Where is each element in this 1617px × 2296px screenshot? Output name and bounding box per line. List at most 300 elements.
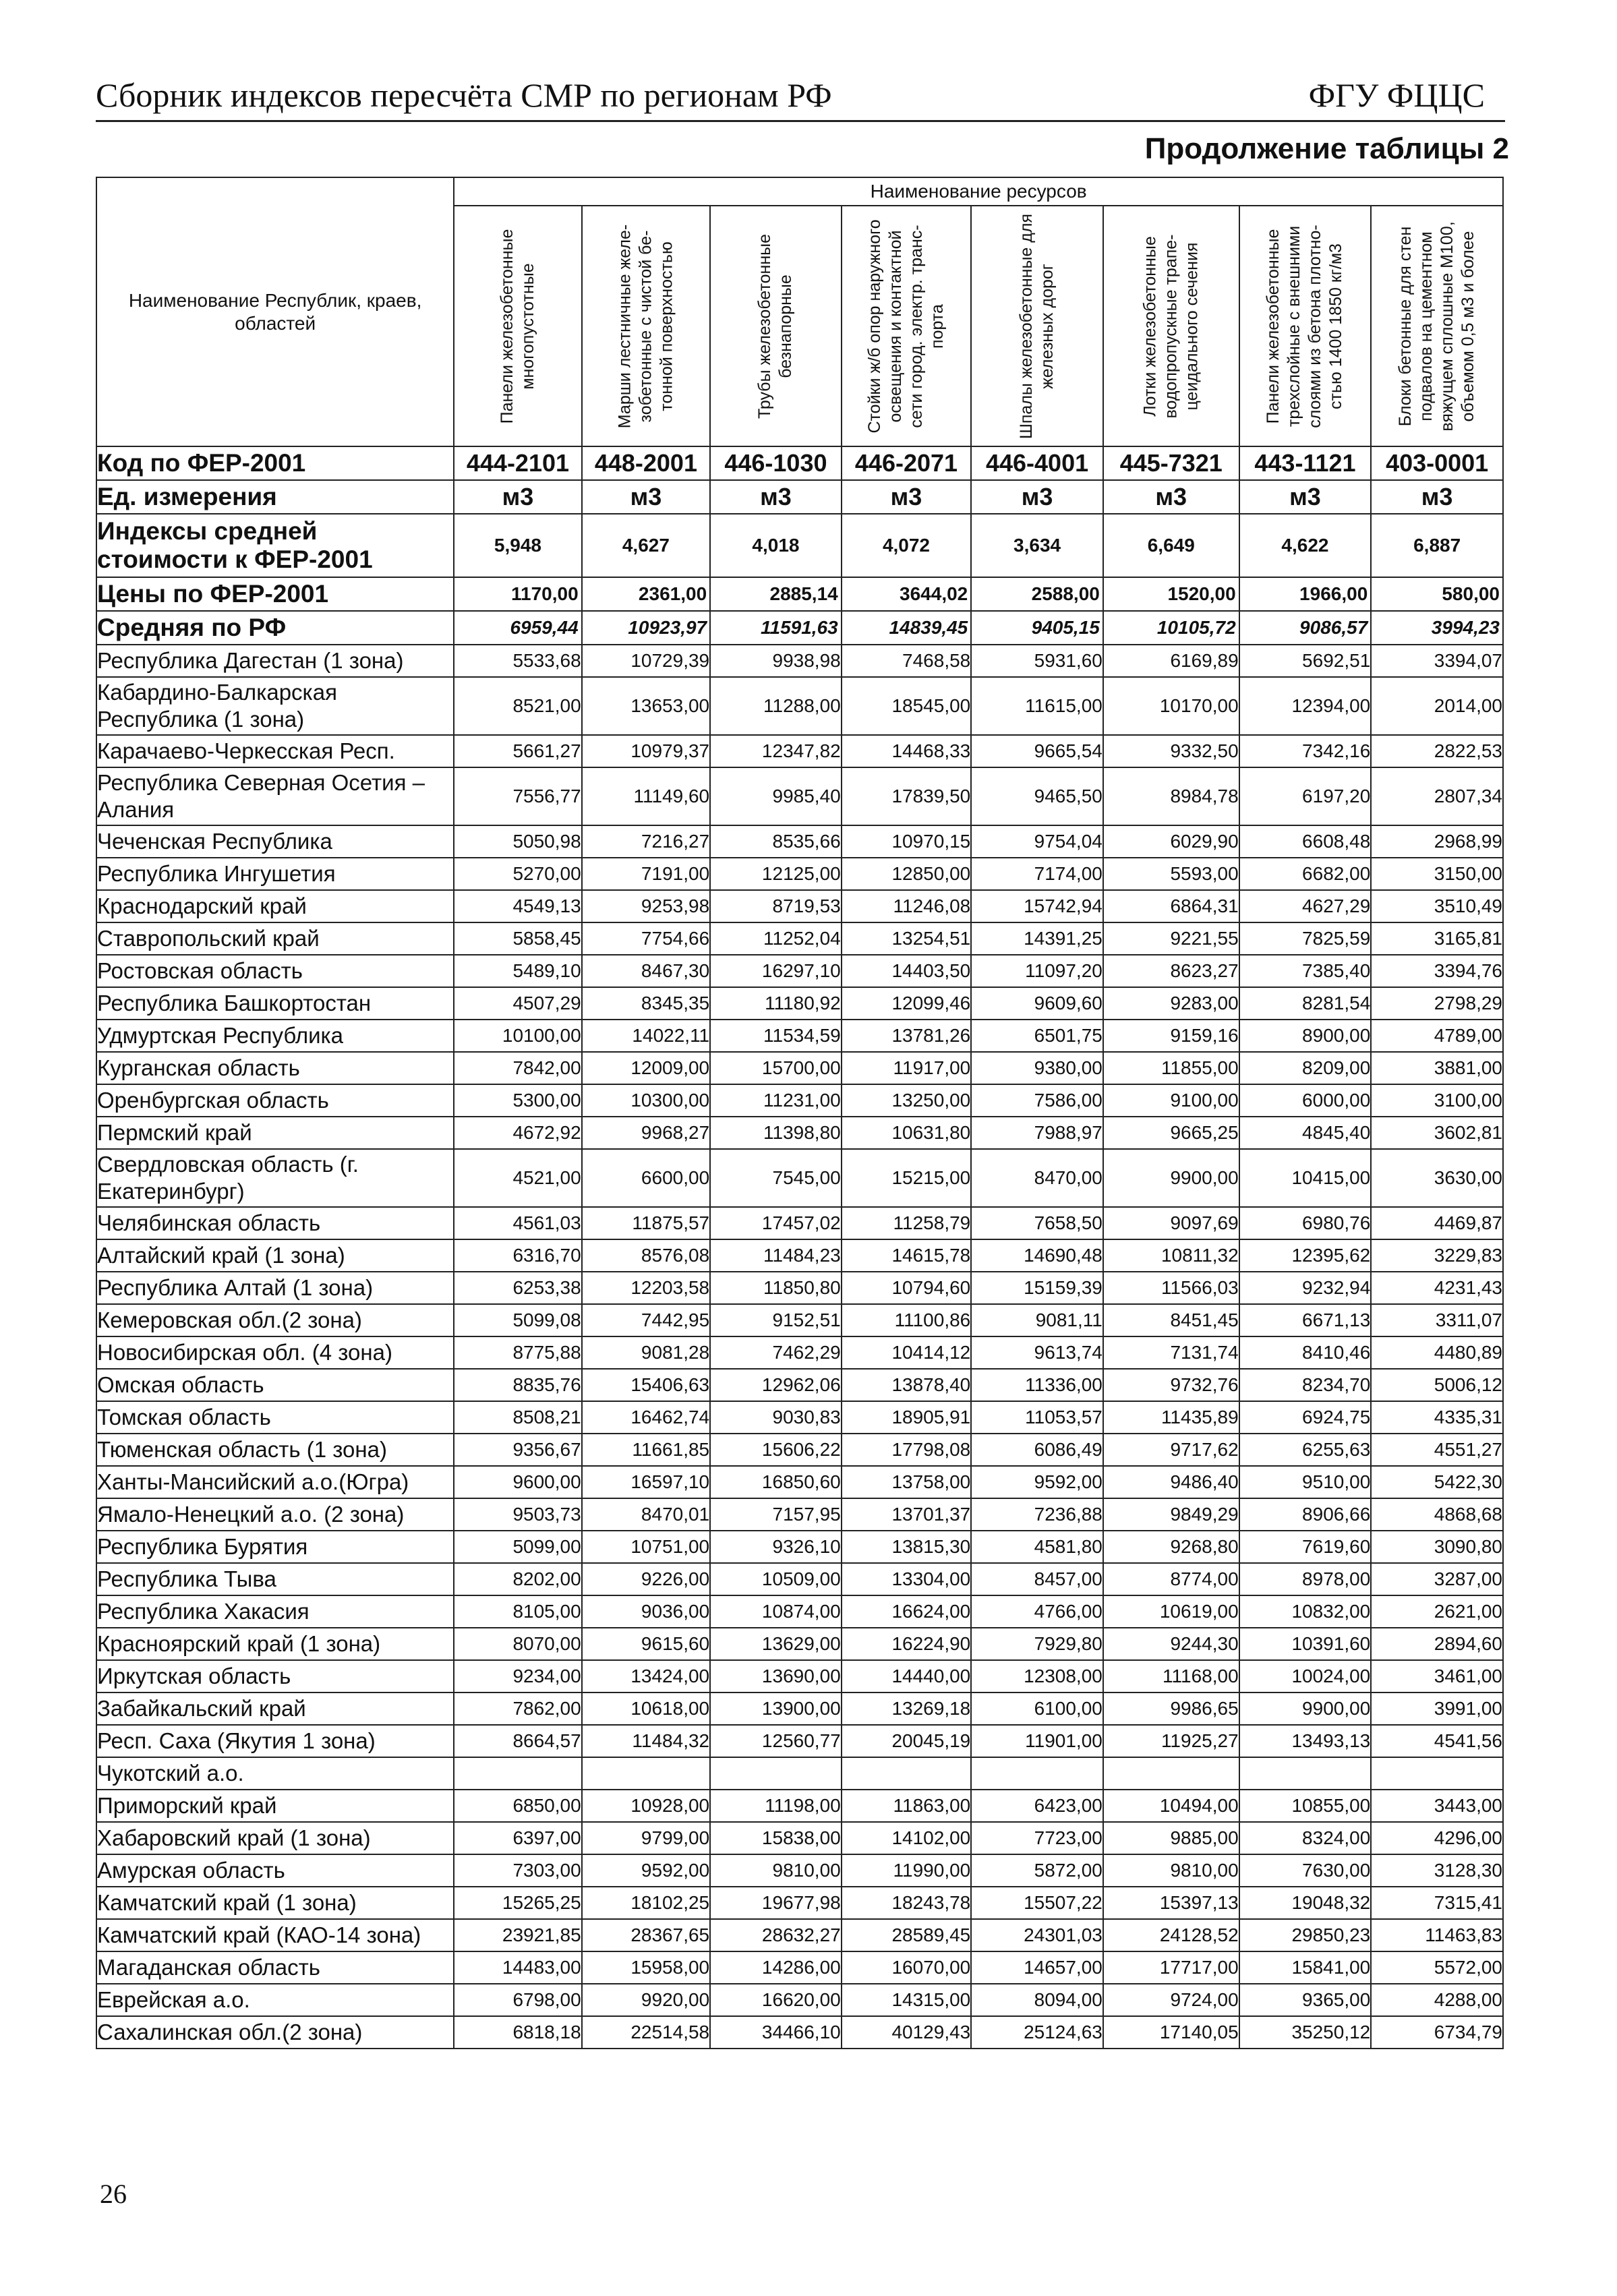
table-row: [96, 1660, 1503, 1692]
region-name: Омская область: [96, 1369, 454, 1401]
price-cell: 3100,00: [1371, 1084, 1503, 1117]
price-cell: 6850,00: [454, 1790, 581, 1822]
price-cell: 8978,00: [1239, 1563, 1372, 1595]
russia-average-row: [96, 611, 1503, 645]
price-cell: 14315,00: [842, 1984, 972, 2016]
price-cell: 9732,76: [1103, 1369, 1239, 1401]
price-cell: 5661,27: [454, 735, 581, 767]
price-cell: 9665,25: [1103, 1117, 1239, 1149]
price-cell: 10619,00: [1103, 1595, 1239, 1628]
price-cell: 35250,12: [1239, 2016, 1372, 2049]
price-cell: 12962,06: [710, 1369, 842, 1401]
meta-value: 3,634: [971, 514, 1103, 577]
region-name: Пермский край: [96, 1117, 454, 1149]
price-cell: 13269,18: [842, 1692, 972, 1725]
meta-value: м3: [1103, 480, 1239, 514]
price-cell: 13424,00: [582, 1660, 710, 1692]
price-cell: 4789,00: [1371, 1020, 1503, 1052]
price-cell: 8105,00: [454, 1595, 581, 1628]
price-cell: 14657,00: [971, 1951, 1103, 1984]
table-row: [96, 735, 1503, 767]
region-name: Ханты-Мансийский а.о.(Югра): [96, 1466, 454, 1498]
price-cell: 9380,00: [971, 1052, 1103, 1084]
price-cell: 9609,60: [971, 987, 1103, 1020]
price-cell: 9486,40: [1103, 1466, 1239, 1498]
price-cell: 6734,79: [1371, 2016, 1503, 2049]
price-cell: 12850,00: [842, 858, 972, 890]
meta-value: 1966,00: [1239, 577, 1372, 611]
price-cell: 8984,78: [1103, 767, 1239, 825]
price-cell: 40129,43: [842, 2016, 972, 2049]
price-cell: 4561,03: [454, 1207, 581, 1239]
meta-value: 1170,00: [454, 577, 581, 611]
price-cell: 9221,55: [1103, 922, 1239, 955]
price-cell: 14440,00: [842, 1660, 972, 1692]
price-cell: 6501,75: [971, 1020, 1103, 1052]
price-cell: 5422,30: [1371, 1466, 1503, 1498]
table-row: [96, 825, 1503, 858]
price-cell: 6086,49: [971, 1434, 1103, 1466]
region-name: Республика Хакасия: [96, 1595, 454, 1628]
table-row: [96, 1822, 1503, 1854]
price-cell: 8457,00: [971, 1563, 1103, 1595]
meta-value: 6,887: [1371, 514, 1503, 577]
table-row: [96, 1117, 1503, 1149]
price-cell: 11534,59: [710, 1020, 842, 1052]
meta-value: 14839,45: [842, 611, 972, 645]
price-cell: 11246,08: [842, 890, 972, 922]
region-name: Забайкальский край: [96, 1692, 454, 1725]
price-cell: 10100,00: [454, 1020, 581, 1052]
price-cell: 11615,00: [971, 677, 1103, 735]
price-cell: 11463,83: [1371, 1919, 1503, 1951]
meta-value: 446-4001: [971, 446, 1103, 480]
price-cell: 14690,48: [971, 1239, 1103, 1272]
price-cell: 12347,82: [710, 735, 842, 767]
resource-name: Стойки ж/б опор наружного освещения и контактной сети город. электр. транс-порта: [864, 218, 947, 434]
price-cell: 4581,80: [971, 1531, 1103, 1563]
price-cell: 24301,03: [971, 1919, 1103, 1951]
price-cell: 13254,51: [842, 922, 972, 955]
table-row: [96, 1887, 1503, 1919]
price-cell: 16850,60: [710, 1466, 842, 1498]
price-cell: 9810,00: [710, 1854, 842, 1887]
price-cell: 12560,77: [710, 1725, 842, 1757]
price-cell: 7556,77: [454, 767, 581, 825]
price-cell: 13900,00: [710, 1692, 842, 1725]
resource-column-header: [710, 206, 842, 446]
price-cell: 7236,88: [971, 1498, 1103, 1531]
price-cell: 4480,89: [1371, 1336, 1503, 1369]
fer-price-row: [96, 577, 1503, 611]
price-cell: 9365,00: [1239, 1984, 1372, 2016]
price-cell: 10729,39: [582, 645, 710, 677]
price-cell: 15507,22: [971, 1887, 1103, 1919]
price-cell: 10024,00: [1239, 1660, 1372, 1692]
page-header: [96, 73, 1505, 122]
price-cell: 6316,70: [454, 1239, 581, 1272]
row-label: Индексы средней стоимости к ФЕР-2001: [96, 514, 454, 577]
table-row: [96, 987, 1503, 1020]
meta-value: м3: [1239, 480, 1372, 514]
price-cell: 11258,79: [842, 1207, 972, 1239]
price-cell: 2968,99: [1371, 825, 1503, 858]
region-name: Свердловская область (г. Екатеринбург): [96, 1149, 454, 1207]
table-row: [96, 1084, 1503, 1117]
price-cell: 15397,13: [1103, 1887, 1239, 1919]
price-cell: 9030,83: [710, 1401, 842, 1434]
price-cell: 11435,89: [1103, 1401, 1239, 1434]
table-row: [96, 1984, 1503, 2016]
price-cell: 5099,00: [454, 1531, 581, 1563]
price-cell: 18102,25: [582, 1887, 710, 1919]
price-cell: 3443,00: [1371, 1790, 1503, 1822]
price-cell: 14403,50: [842, 955, 972, 987]
price-cell: 8070,00: [454, 1628, 581, 1660]
table-row: [96, 677, 1503, 735]
price-cell: 16070,00: [842, 1951, 972, 1984]
region-name: Республика Башкортостан: [96, 987, 454, 1020]
price-cell: 8094,00: [971, 1984, 1103, 2016]
price-cell: 11180,92: [710, 987, 842, 1020]
price-cell: 3394,76: [1371, 955, 1503, 987]
meta-value: 448-2001: [582, 446, 710, 480]
region-name: Томская область: [96, 1401, 454, 1434]
price-cell: 9326,10: [710, 1531, 842, 1563]
price-cell: 3394,07: [1371, 645, 1503, 677]
price-cell: 9724,00: [1103, 1984, 1239, 2016]
region-name: Ростовская область: [96, 955, 454, 987]
price-cell: 12125,00: [710, 858, 842, 890]
price-cell: 15265,25: [454, 1887, 581, 1919]
price-cell: 15958,00: [582, 1951, 710, 1984]
price-cell: 7825,59: [1239, 922, 1372, 955]
region-name: Республика Дагестан (1 зона): [96, 645, 454, 677]
price-cell: 9799,00: [582, 1822, 710, 1854]
price-cell: 9920,00: [582, 1984, 710, 2016]
meta-value: 2361,00: [582, 577, 710, 611]
price-cell: 6397,00: [454, 1822, 581, 1854]
price-cell: 9253,98: [582, 890, 710, 922]
price-cell: 15406,63: [582, 1369, 710, 1401]
price-cell: 2798,29: [1371, 987, 1503, 1020]
price-cell: [710, 1757, 842, 1790]
price-cell: 8234,70: [1239, 1369, 1372, 1401]
price-cell: 8467,30: [582, 955, 710, 987]
price-cell: 7315,41: [1371, 1887, 1503, 1919]
price-cell: 25124,63: [971, 2016, 1103, 2049]
row-label: Средняя по РФ: [96, 611, 454, 645]
meta-value: м3: [971, 480, 1103, 514]
region-name: Республика Бурятия: [96, 1531, 454, 1563]
price-cell: 9081,11: [971, 1304, 1103, 1336]
price-cell: 4766,00: [971, 1595, 1103, 1628]
price-cell: 12099,46: [842, 987, 972, 1020]
resource-name: Лотки железобетонные водопропускные трапе-цеидального сечения: [1140, 233, 1202, 419]
price-cell: 8835,76: [454, 1369, 581, 1401]
resource-column-header: [1371, 206, 1503, 446]
price-cell: 10509,00: [710, 1563, 842, 1595]
price-cell: 6818,18: [454, 2016, 581, 2049]
price-cell: [454, 1757, 581, 1790]
price-cell: 13878,40: [842, 1369, 972, 1401]
price-cell: 15606,22: [710, 1434, 842, 1466]
price-cell: 29850,23: [1239, 1919, 1372, 1951]
resource-name: Панели железобетонные трехслойные с внешними слоями из бетона плотно-стью 1400 1850 кг/м3: [1264, 224, 1346, 428]
price-cell: 4551,27: [1371, 1434, 1503, 1466]
price-cell: 7462,29: [710, 1336, 842, 1369]
table-row: [96, 2016, 1503, 2049]
region-name: Магаданская область: [96, 1951, 454, 1984]
table-row: [96, 955, 1503, 987]
table-row: [96, 1466, 1503, 1498]
price-cell: 15838,00: [710, 1822, 842, 1854]
price-cell: 7586,00: [971, 1084, 1103, 1117]
price-cell: 11097,20: [971, 955, 1103, 987]
row-label: Цены по ФЕР-2001: [96, 577, 454, 611]
price-cell: 9968,27: [582, 1117, 710, 1149]
price-cell: 9465,50: [971, 767, 1103, 825]
meta-value: 403-0001: [1371, 446, 1503, 480]
meta-value: 10105,72: [1103, 611, 1239, 645]
region-name: Челябинская область: [96, 1207, 454, 1239]
price-cell: 4469,87: [1371, 1207, 1503, 1239]
region-name: Карачаево-Черкесская Респ.: [96, 735, 454, 767]
price-cell: [1371, 1757, 1503, 1790]
meta-value: 4,072: [842, 514, 972, 577]
resource-column-header: [454, 206, 581, 446]
price-cell: 9097,69: [1103, 1207, 1239, 1239]
price-cell: 7342,16: [1239, 735, 1372, 767]
meta-value: 9405,15: [971, 611, 1103, 645]
price-cell: 15841,00: [1239, 1951, 1372, 1984]
price-cell: 5572,00: [1371, 1951, 1503, 1984]
price-cell: 6100,00: [971, 1692, 1103, 1725]
price-cell: 14022,11: [582, 1020, 710, 1052]
table-row: [96, 858, 1503, 890]
price-cell: 3602,81: [1371, 1117, 1503, 1149]
price-cell: 22514,58: [582, 2016, 710, 2049]
meta-value: 1520,00: [1103, 577, 1239, 611]
price-cell: 14615,78: [842, 1239, 972, 1272]
price-cell: 8324,00: [1239, 1822, 1372, 1854]
price-cell: 17717,00: [1103, 1951, 1239, 1984]
price-cell: 10170,00: [1103, 677, 1239, 735]
table-row: [96, 1757, 1503, 1790]
price-cell: 7754,66: [582, 922, 710, 955]
price-cell: 10415,00: [1239, 1149, 1372, 1207]
price-cell: 13781,26: [842, 1020, 972, 1052]
price-cell: 11053,57: [971, 1401, 1103, 1434]
price-cell: 3311,07: [1371, 1304, 1503, 1336]
table-row: [96, 1951, 1503, 1984]
region-name: Кабардино-Балкарская Республика (1 зона): [96, 677, 454, 735]
price-cell: 11850,80: [710, 1272, 842, 1304]
resource-column-header: [971, 206, 1103, 446]
table-row: [96, 1369, 1503, 1401]
price-cell: 9036,00: [582, 1595, 710, 1628]
price-cell: 4521,00: [454, 1149, 581, 1207]
price-cell: 13653,00: [582, 677, 710, 735]
price-cell: 9985,40: [710, 767, 842, 825]
region-name: Еврейская а.о.: [96, 1984, 454, 2016]
price-cell: 4627,29: [1239, 890, 1372, 922]
price-cell: 13758,00: [842, 1466, 972, 1498]
price-cell: 17140,05: [1103, 2016, 1239, 2049]
region-name: Красноярский край (1 зона): [96, 1628, 454, 1660]
price-cell: 10494,00: [1103, 1790, 1239, 1822]
price-cell: 7385,40: [1239, 955, 1372, 987]
price-cell: 10970,15: [842, 825, 972, 858]
meta-value: 444-2101: [454, 446, 581, 480]
price-cell: 9159,16: [1103, 1020, 1239, 1052]
resource-name: Панели железобетонные многопустотные: [497, 229, 537, 423]
price-cell: 2894,60: [1371, 1628, 1503, 1660]
table-row: [96, 1531, 1503, 1563]
price-cell: 4868,68: [1371, 1498, 1503, 1531]
table-row: [96, 1692, 1503, 1725]
region-name: Чеченская Республика: [96, 825, 454, 858]
table-row: [96, 1272, 1503, 1304]
price-cell: 13493,13: [1239, 1725, 1372, 1757]
price-cell: 10618,00: [582, 1692, 710, 1725]
price-cell: 14468,33: [842, 735, 972, 767]
region-name: Ямало-Ненецкий а.о. (2 зона): [96, 1498, 454, 1531]
price-cell: 18545,00: [842, 677, 972, 735]
price-cell: 9600,00: [454, 1466, 581, 1498]
price-cell: 7131,74: [1103, 1336, 1239, 1369]
price-cell: 8470,00: [971, 1149, 1103, 1207]
resource-name: Шпалы железобетонные для железных дорог: [1017, 213, 1057, 439]
price-cell: 19048,32: [1239, 1887, 1372, 1919]
table-row: [96, 645, 1503, 677]
region-name: Камчатский край (1 зона): [96, 1887, 454, 1919]
price-cell: 11863,00: [842, 1790, 972, 1822]
resource-name: Марши лестничные желе-зобетонные с чистой бе-тонной поверхностью: [615, 224, 676, 428]
price-cell: [582, 1757, 710, 1790]
price-cell: 9268,80: [1103, 1531, 1239, 1563]
meta-value: 3644,02: [842, 577, 972, 611]
meta-value: 580,00: [1371, 577, 1503, 611]
price-cell: 11198,00: [710, 1790, 842, 1822]
region-name: Чукотский а.о.: [96, 1757, 454, 1790]
price-cell: 9510,00: [1239, 1466, 1372, 1498]
table-row: [96, 1595, 1503, 1628]
resource-column-header: [842, 206, 972, 446]
price-cell: 28589,45: [842, 1919, 972, 1951]
meta-value: 9086,57: [1239, 611, 1372, 645]
price-cell: 4507,29: [454, 987, 581, 1020]
price-cell: 6423,00: [971, 1790, 1103, 1822]
price-cell: 16462,74: [582, 1401, 710, 1434]
organization-name: ФГУ ФЦЦС: [1308, 76, 1485, 114]
table-row: [96, 1149, 1503, 1207]
price-cell: 16624,00: [842, 1595, 972, 1628]
price-cell: 7862,00: [454, 1692, 581, 1725]
meta-value: 443-1121: [1239, 446, 1372, 480]
row-label: Код по ФЕР-2001: [96, 446, 454, 480]
region-name: Республика Северная Осетия – Алания: [96, 767, 454, 825]
price-cell: 14391,25: [971, 922, 1103, 955]
price-cell: 6169,89: [1103, 645, 1239, 677]
price-cell: 5099,08: [454, 1304, 581, 1336]
price-cell: 6600,00: [582, 1149, 710, 1207]
price-cell: 7174,00: [971, 858, 1103, 890]
meta-value: 445-7321: [1103, 446, 1239, 480]
price-cell: 10631,80: [842, 1117, 972, 1149]
price-cell: 5872,00: [971, 1854, 1103, 1887]
price-cell: 14102,00: [842, 1822, 972, 1854]
region-name: Респ. Саха (Якутия 1 зона): [96, 1725, 454, 1757]
price-cell: 2014,00: [1371, 677, 1503, 735]
price-cell: [1239, 1757, 1372, 1790]
meta-value: 5,948: [454, 514, 581, 577]
table-row: [96, 1239, 1503, 1272]
price-cell: 15215,00: [842, 1149, 972, 1207]
price-cell: 13304,00: [842, 1563, 972, 1595]
table-row: [96, 1207, 1503, 1239]
price-cell: 12009,00: [582, 1052, 710, 1084]
price-cell: 9234,00: [454, 1660, 581, 1692]
price-cell: 2822,53: [1371, 735, 1503, 767]
price-cell: 9232,94: [1239, 1272, 1372, 1304]
meta-value: 6,649: [1103, 514, 1239, 577]
price-cell: 8623,27: [1103, 955, 1239, 987]
region-name: Краснодарский край: [96, 890, 454, 922]
price-cell: 8774,00: [1103, 1563, 1239, 1595]
table-row: [96, 1401, 1503, 1434]
price-cell: 7929,80: [971, 1628, 1103, 1660]
region-name: Республика Ингушетия: [96, 858, 454, 890]
price-cell: 11149,60: [582, 767, 710, 825]
price-cell: 10874,00: [710, 1595, 842, 1628]
price-cell: 3128,30: [1371, 1854, 1503, 1887]
price-cell: 9100,00: [1103, 1084, 1239, 1117]
price-cell: 9849,29: [1103, 1498, 1239, 1531]
price-cell: 8209,00: [1239, 1052, 1372, 1084]
price-cell: 9885,00: [1103, 1822, 1239, 1854]
price-cell: 28367,65: [582, 1919, 710, 1951]
price-cell: 8576,08: [582, 1239, 710, 1272]
price-cell: 9810,00: [1103, 1854, 1239, 1887]
price-cell: 4231,43: [1371, 1272, 1503, 1304]
price-cell: 10928,00: [582, 1790, 710, 1822]
price-cell: 7988,97: [971, 1117, 1103, 1149]
price-cell: 9665,54: [971, 735, 1103, 767]
resources-group-header: Наименование ресурсов: [454, 177, 1503, 206]
price-cell: 6682,00: [1239, 858, 1372, 890]
table-row: [96, 1336, 1503, 1369]
table-row: [96, 1628, 1503, 1660]
price-cell: 8521,00: [454, 677, 581, 735]
price-cell: 11925,27: [1103, 1725, 1239, 1757]
table-row: [96, 1498, 1503, 1531]
price-cell: 13690,00: [710, 1660, 842, 1692]
price-cell: 5692,51: [1239, 645, 1372, 677]
price-cell: 6980,76: [1239, 1207, 1372, 1239]
price-cell: 11231,00: [710, 1084, 842, 1117]
price-cell: 8345,35: [582, 987, 710, 1020]
table-header: [96, 177, 1503, 446]
price-cell: 5489,10: [454, 955, 581, 987]
price-cell: 6000,00: [1239, 1084, 1372, 1117]
meta-value: 4,622: [1239, 514, 1372, 577]
price-cell: 4335,31: [1371, 1401, 1503, 1434]
price-cell: 4549,13: [454, 890, 581, 922]
price-cell: 8508,21: [454, 1401, 581, 1434]
price-cell: 11855,00: [1103, 1052, 1239, 1084]
region-name: Тюменская область (1 зона): [96, 1434, 454, 1466]
